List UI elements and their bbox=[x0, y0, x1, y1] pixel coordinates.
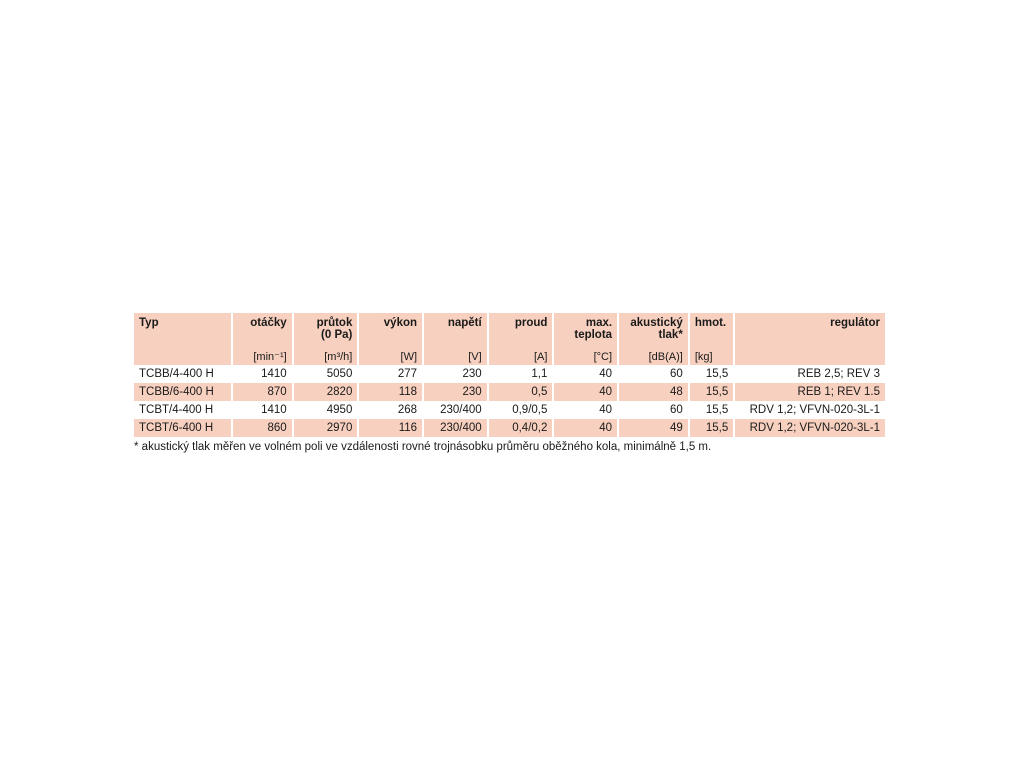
table-row bbox=[134, 419, 885, 437]
header-row bbox=[134, 313, 885, 365]
table-cell: 60 bbox=[619, 401, 688, 419]
table-cell: 230 bbox=[424, 383, 487, 401]
table-cell: 5050 bbox=[294, 365, 358, 383]
row-type-cell: TCBT/6-400 H bbox=[134, 419, 231, 437]
table-cell: 277 bbox=[359, 365, 422, 383]
table-cell: 0,5 bbox=[489, 383, 553, 401]
table-cell: 2820 bbox=[294, 383, 358, 401]
table-cell: REB 1; REV 1.5 bbox=[735, 383, 885, 401]
table-cell: 2970 bbox=[294, 419, 358, 437]
header-prutok: průtok (0 Pa) [m³/h] bbox=[294, 313, 358, 365]
table-cell: RDV 1,2; VFVN-020-3L-1 bbox=[735, 419, 885, 437]
table-cell: 15,5 bbox=[690, 401, 733, 419]
table-cell: 4950 bbox=[294, 401, 358, 419]
header-proud: proud [A] bbox=[489, 313, 553, 365]
header-max-teplota: max. teplota [°C] bbox=[554, 313, 617, 365]
table-cell: 40 bbox=[554, 383, 617, 401]
table-cell: 40 bbox=[554, 419, 617, 437]
table-cell: 116 bbox=[359, 419, 422, 437]
table-cell: 0,9/0,5 bbox=[489, 401, 553, 419]
footnote: * akustický tlak měřen ve volném poli ve vzdálenosti rovné trojnásobku průměru oběžného kola, minimálně 1,5 m. bbox=[134, 441, 712, 453]
table-cell: 1410 bbox=[233, 365, 292, 383]
table-cell: 40 bbox=[554, 401, 617, 419]
header-hmot: hmot. [kg] bbox=[690, 313, 733, 365]
table-cell: 870 bbox=[233, 383, 292, 401]
header-vykon: výkon [W] bbox=[359, 313, 422, 365]
table-cell: 49 bbox=[619, 419, 688, 437]
table-cell: 1,1 bbox=[489, 365, 553, 383]
table-cell: 230/400 bbox=[424, 401, 487, 419]
spec-table bbox=[132, 313, 887, 437]
table-cell: REB 2,5; REV 3 bbox=[735, 365, 885, 383]
row-type-cell: TCBT/4-400 H bbox=[134, 401, 231, 419]
table-cell: 60 bbox=[619, 365, 688, 383]
header-napeti: napětí [V] bbox=[424, 313, 487, 365]
table-cell: 1410 bbox=[233, 401, 292, 419]
table-row bbox=[134, 383, 885, 401]
table-cell: 40 bbox=[554, 365, 617, 383]
table-cell: 15,5 bbox=[690, 383, 733, 401]
header-otacky: otáčky [min⁻¹] bbox=[233, 313, 292, 365]
table-cell: 15,5 bbox=[690, 419, 733, 437]
table-cell: 230 bbox=[424, 365, 487, 383]
table-cell: 118 bbox=[359, 383, 422, 401]
header-typ: Typ bbox=[134, 313, 231, 365]
header-akusticky-tlak: akustický tlak* [dB(A)] bbox=[619, 313, 688, 365]
table-cell: RDV 1,2; VFVN-020-3L-1 bbox=[735, 401, 885, 419]
table-cell: 860 bbox=[233, 419, 292, 437]
table-cell: 268 bbox=[359, 401, 422, 419]
table-row bbox=[134, 401, 885, 419]
table-cell: 48 bbox=[619, 383, 688, 401]
table-cell: 230/400 bbox=[424, 419, 487, 437]
row-type-cell: TCBB/6-400 H bbox=[134, 383, 231, 401]
table-cell: 15,5 bbox=[690, 365, 733, 383]
header-regulator: regulátor bbox=[735, 313, 885, 365]
row-type-cell: TCBB/4-400 H bbox=[134, 365, 231, 383]
table-cell: 0,4/0,2 bbox=[489, 419, 553, 437]
table-row bbox=[134, 365, 885, 383]
